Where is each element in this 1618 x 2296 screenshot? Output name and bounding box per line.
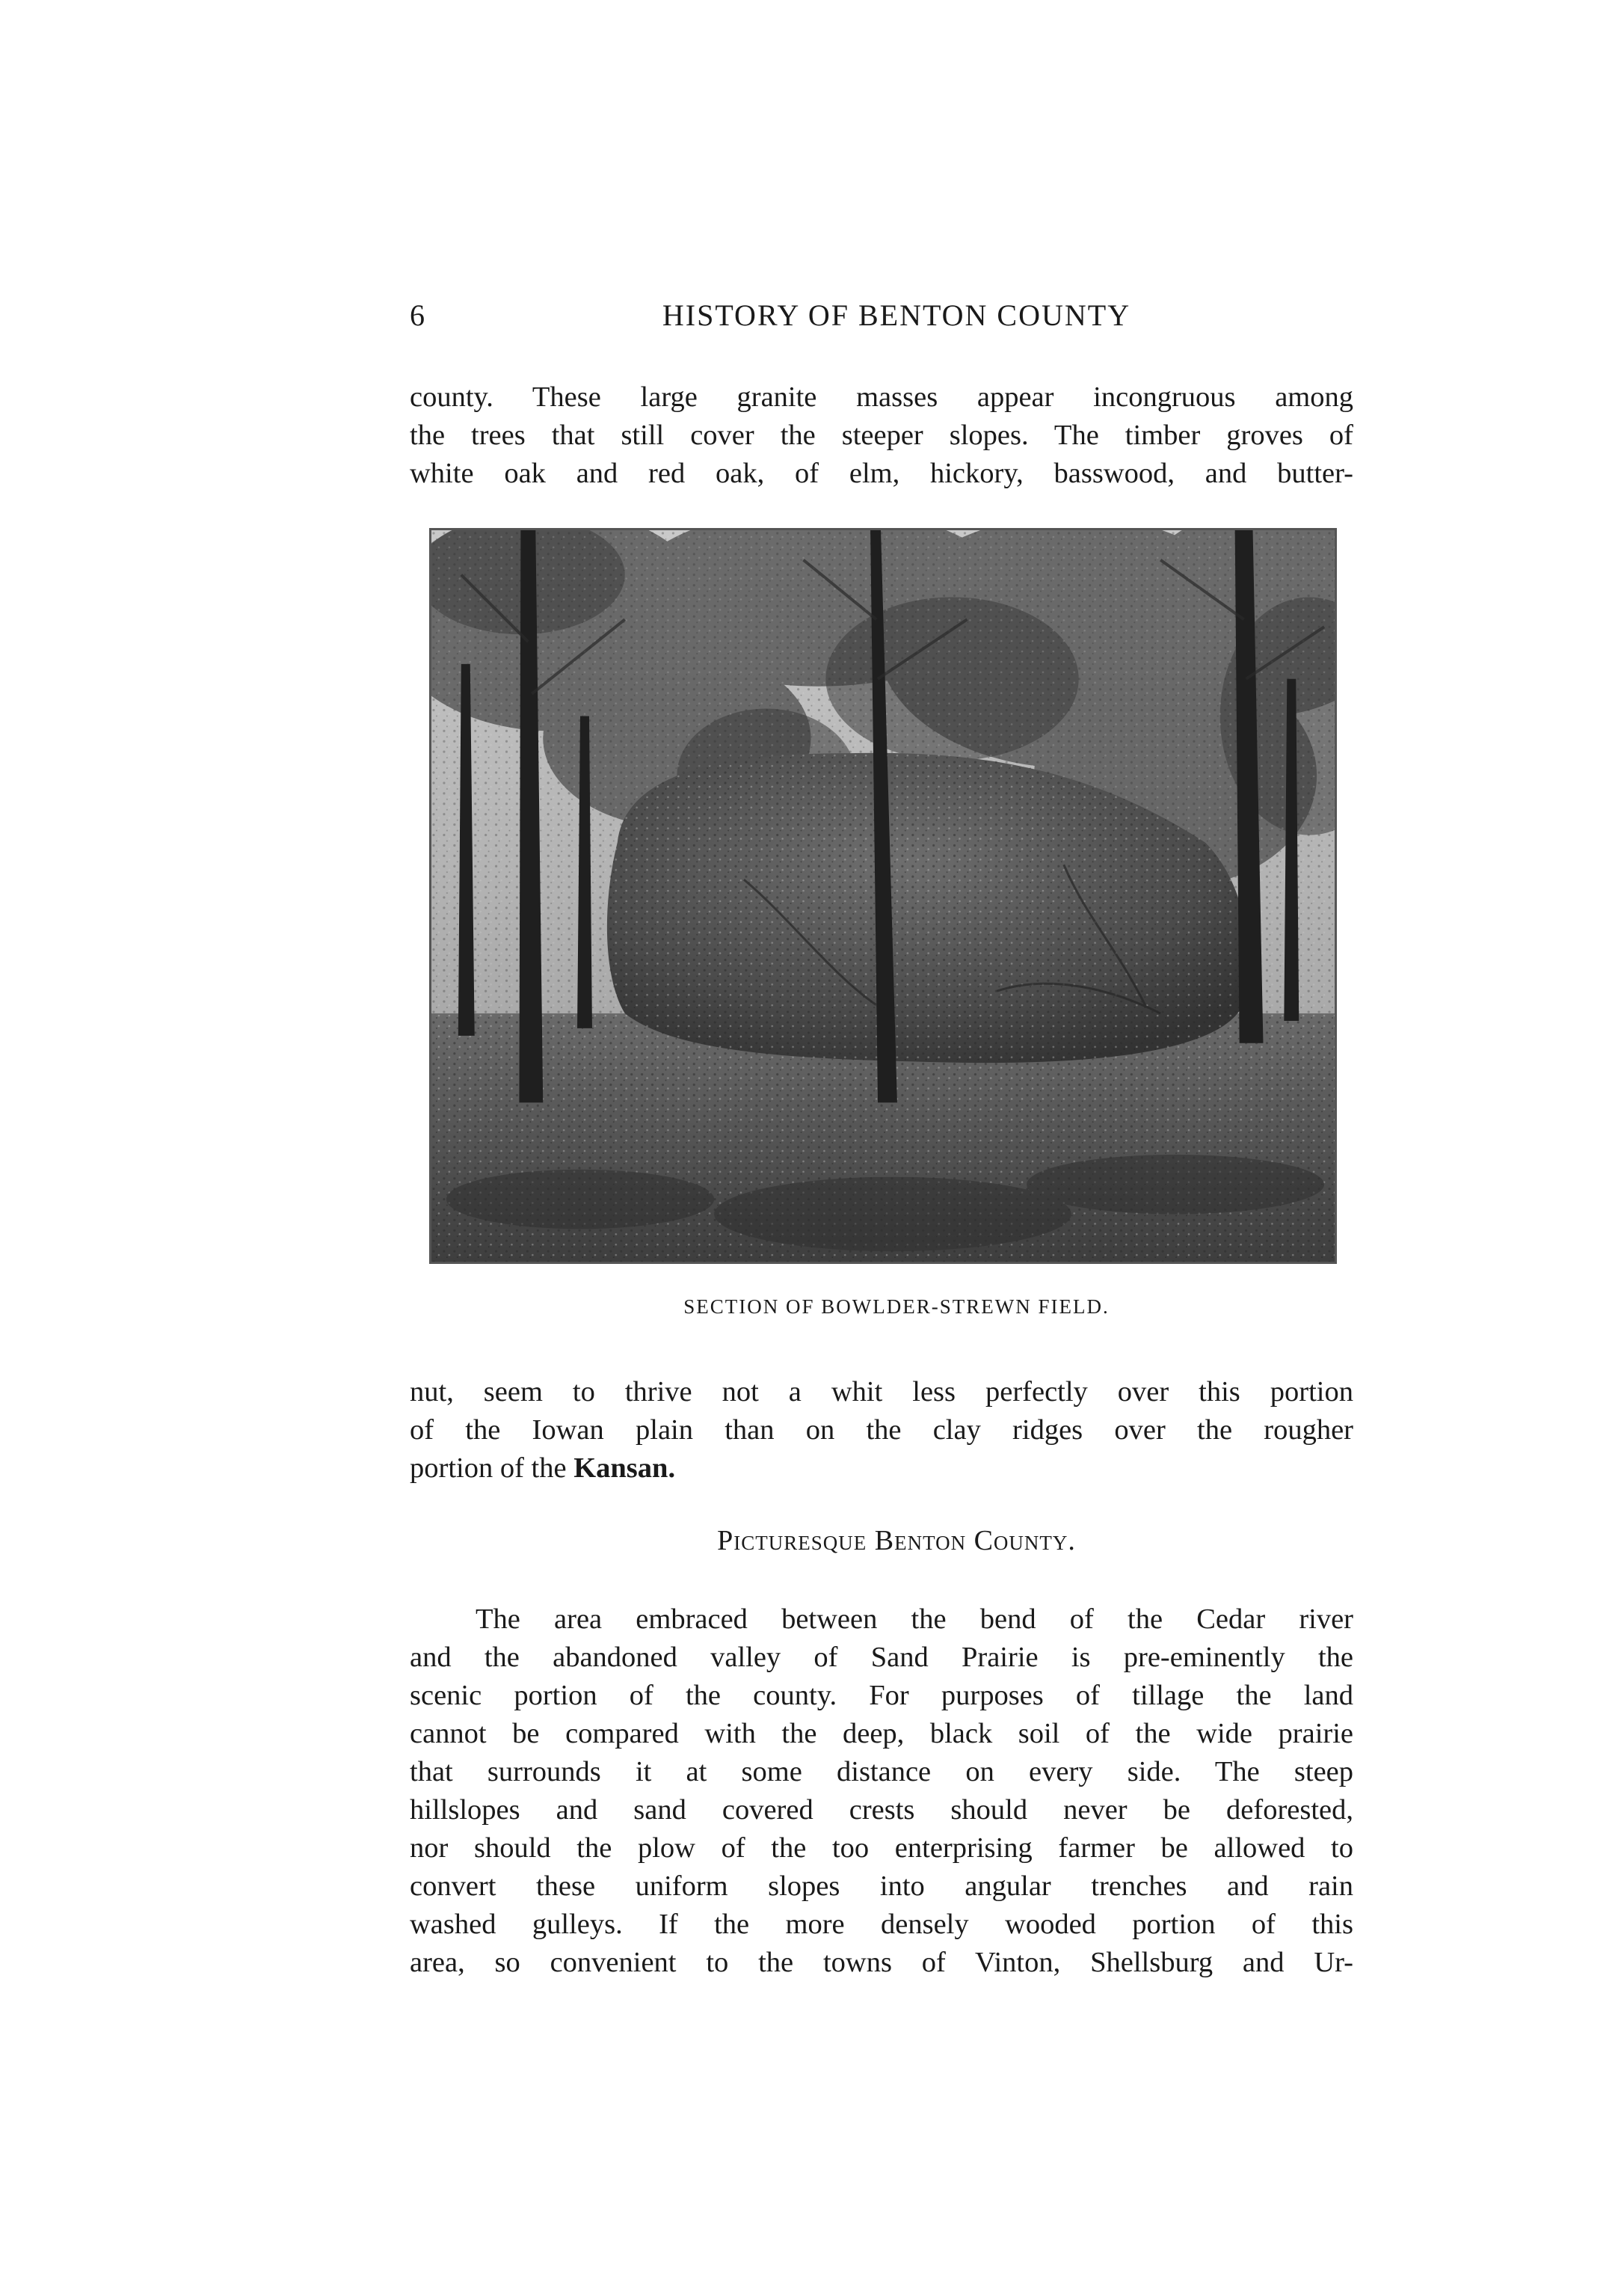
text-fragment: portion of the [410, 1452, 567, 1484]
text-line: area, so convenient to the towns of Vinton, Shellsburg and Ur- [410, 1947, 1353, 1978]
running-title: HISTORY OF BENTON COUNTY [662, 298, 1131, 332]
text-line: scenic portion of the county. For purposes of tillage the land [410, 1680, 1353, 1711]
text-line: cannot be compared with the deep, black soil of the wide prairie [410, 1718, 1353, 1749]
text-line: that surrounds it at some distance on every side. The steep [410, 1756, 1353, 1787]
boulder-photograph [429, 528, 1337, 1264]
text-line: of the Iowan plain than on the clay ridges over the rougher [410, 1414, 1353, 1446]
section-heading: Picturesque Benton County. [717, 1525, 1076, 1556]
text-line: county. These large granite masses appear incongruous among [410, 381, 1353, 413]
paragraph-middle [410, 1373, 1353, 1488]
text-line: nor should the plow of the too enterprising farmer be allowed to [410, 1832, 1353, 1864]
bold-term: Kansan. [573, 1452, 676, 1484]
text-line: white oak and red oak, of elm, hickory, basswood, and butter- [410, 458, 1353, 489]
text-line: hillslopes and sand covered crests should never be deforested, [410, 1794, 1353, 1826]
paragraph-bottom [410, 1600, 1353, 1982]
text-line: and the abandoned valley of Sand Prairie is pre-eminently the [410, 1642, 1353, 1673]
figure-caption: SECTION OF BOWLDER-STREWN FIELD. [683, 1295, 1110, 1318]
text-line: convert these uniform slopes into angular trenches and rain [410, 1870, 1353, 1902]
paragraph-top [410, 378, 1353, 493]
page-number: 6 [410, 298, 425, 332]
page-header [410, 293, 1353, 338]
text-line: The area embraced between the bend of the Cedar river [476, 1603, 1353, 1635]
boulder-photo-illustration [431, 530, 1335, 1262]
text-line: nut, seem to thrive not a whit less perfectly over this portion [410, 1376, 1353, 1408]
text-line: washed gulleys. If the more densely wooded portion of this [410, 1909, 1353, 1940]
text-line [410, 1449, 1353, 1488]
text-line: the trees that still cover the steeper slopes. The timber groves of [410, 420, 1353, 451]
